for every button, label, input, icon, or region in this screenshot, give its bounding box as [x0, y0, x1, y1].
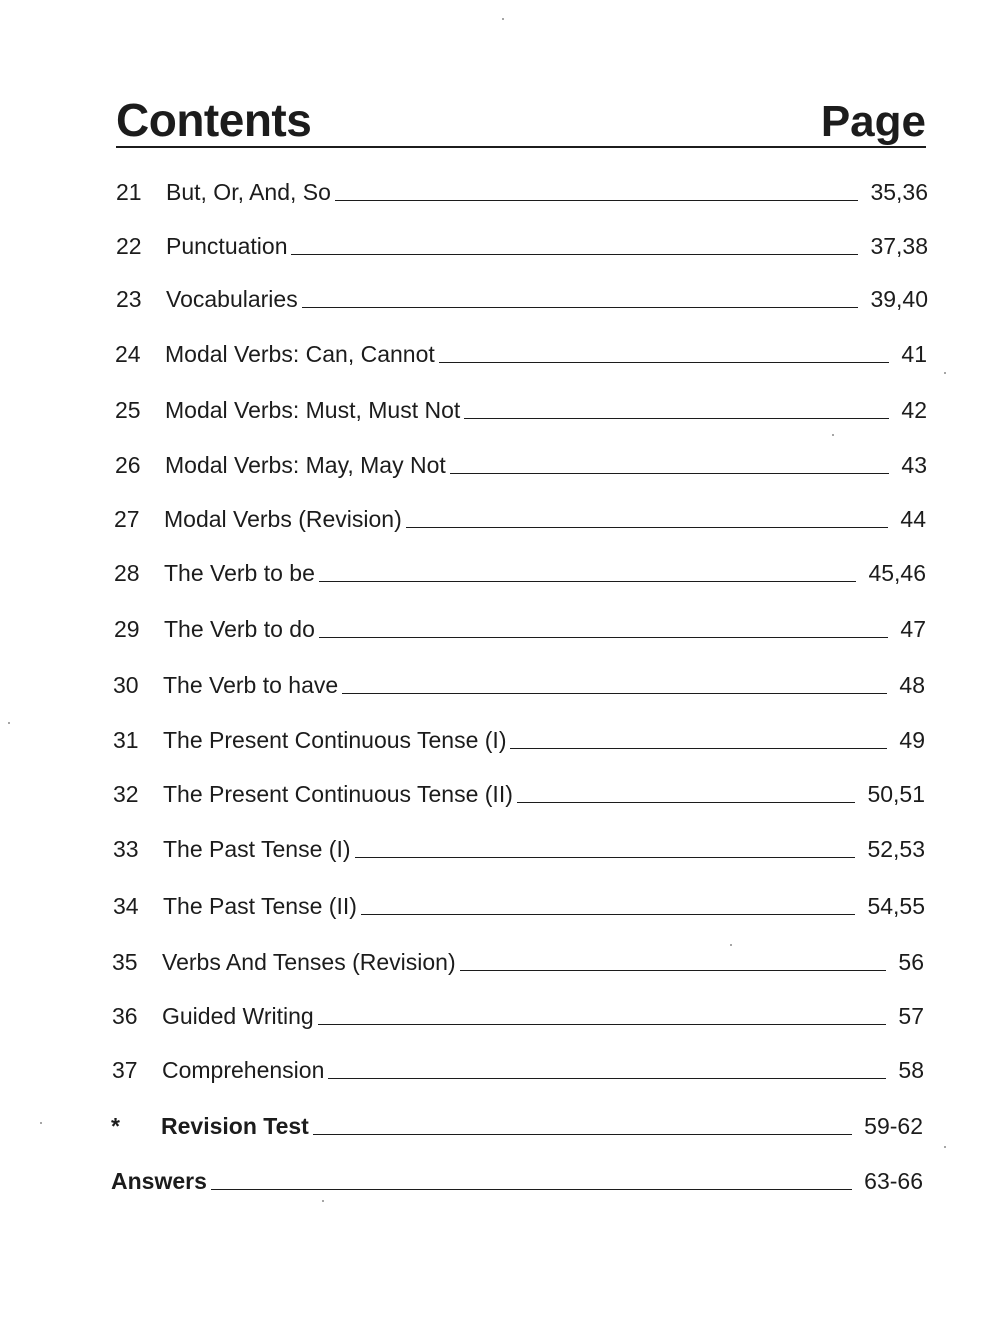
entry-page: 57 — [898, 1003, 924, 1029]
leader-line — [328, 1078, 886, 1079]
entry-number: 29 — [114, 616, 140, 642]
entry-title: Vocabularies — [166, 286, 298, 312]
scan-speck — [40, 1122, 42, 1124]
entry-number: 37 — [112, 1057, 138, 1083]
entry-number: 35 — [112, 949, 138, 975]
entry-page: 41 — [901, 341, 927, 367]
leader-line — [211, 1189, 852, 1190]
toc-entry — [115, 390, 927, 424]
entry-title: Modal Verbs: Must, Must Not — [165, 397, 461, 423]
toc-entry — [112, 942, 924, 976]
scan-speck — [730, 944, 732, 946]
toc-entry — [113, 720, 925, 754]
entry-page: 43 — [901, 452, 927, 478]
scan-speck — [502, 18, 504, 20]
entry-title: Answers — [111, 1168, 207, 1194]
toc-entry — [116, 226, 928, 260]
entry-page: 39,40 — [870, 286, 928, 312]
entry-number: 30 — [113, 672, 139, 698]
leader-line — [319, 637, 889, 638]
leader-line — [439, 362, 890, 363]
toc-entry — [112, 996, 924, 1030]
entry-page: 44 — [900, 506, 926, 532]
entry-page: 56 — [898, 949, 924, 975]
leader-line — [406, 527, 889, 528]
entry-page: 47 — [900, 616, 926, 642]
entry-marker: * — [111, 1113, 120, 1139]
entry-number: 22 — [116, 233, 142, 259]
entry-title: The Verb to do — [164, 616, 315, 642]
entry-title: Modal Verbs: May, May Not — [165, 452, 446, 478]
entry-title: Punctuation — [166, 233, 288, 259]
toc-entry — [115, 445, 927, 479]
toc-entry — [113, 886, 925, 920]
toc-entry-answers — [111, 1161, 923, 1195]
entry-page: 48 — [899, 672, 925, 698]
toc-entry-revision-test — [111, 1106, 923, 1140]
entry-page: 59-62 — [864, 1113, 923, 1139]
entry-title: Revision Test — [161, 1113, 309, 1139]
entry-title: Verbs And Tenses (Revision) — [162, 949, 456, 975]
leader-line — [313, 1134, 852, 1135]
leader-line — [464, 418, 889, 419]
entry-number: 25 — [115, 397, 141, 423]
entry-title: Guided Writing — [162, 1003, 314, 1029]
page-column-label: Page — [820, 97, 926, 146]
scan-speck — [322, 1200, 324, 1202]
leader-line — [302, 307, 859, 308]
entry-page: 49 — [899, 727, 925, 753]
entry-number: 26 — [115, 452, 141, 478]
entry-number: 23 — [116, 286, 142, 312]
toc-entry — [113, 665, 925, 699]
entry-title: The Present Continuous Tense (II) — [163, 781, 513, 807]
entry-page: 52,53 — [867, 836, 925, 862]
entry-number: 31 — [113, 727, 139, 753]
entry-number: 36 — [112, 1003, 138, 1029]
leader-line — [355, 857, 856, 858]
entry-title: Comprehension — [162, 1057, 325, 1083]
entry-page: 54,55 — [867, 893, 925, 919]
entry-title: The Verb to have — [163, 672, 339, 698]
leader-line — [335, 200, 859, 201]
entry-number: 28 — [114, 560, 140, 586]
leader-line — [460, 970, 887, 971]
entry-title: The Past Tense (II) — [163, 893, 357, 919]
entry-page: 50,51 — [867, 781, 925, 807]
entry-title: Modal Verbs (Revision) — [164, 506, 402, 532]
toc-entry — [114, 553, 926, 587]
entry-page: 37,38 — [870, 233, 928, 259]
entry-title: But, Or, And, So — [166, 179, 331, 205]
entry-number: 21 — [116, 179, 142, 205]
entry-number: 34 — [113, 893, 139, 919]
leader-line — [291, 254, 858, 255]
entry-title: The Past Tense (I) — [163, 836, 351, 862]
entry-page: 63-66 — [864, 1168, 923, 1194]
entry-number: 24 — [115, 341, 141, 367]
entry-page: 42 — [901, 397, 927, 423]
scan-speck — [832, 434, 834, 436]
scan-speck — [8, 722, 10, 724]
entry-page: 35,36 — [870, 179, 928, 205]
entry-page: 58 — [898, 1057, 924, 1083]
leader-line — [510, 748, 887, 749]
scan-speck — [944, 372, 946, 374]
entry-number: 27 — [114, 506, 140, 532]
toc-entry — [112, 1050, 924, 1084]
toc-entry — [114, 609, 926, 643]
toc-entry — [116, 279, 928, 313]
toc-entry — [114, 499, 926, 533]
toc-entry — [113, 774, 925, 808]
toc-entry — [116, 172, 928, 206]
leader-line — [342, 693, 887, 694]
entry-title: The Verb to be — [164, 560, 315, 586]
toc-entry — [113, 829, 925, 863]
entry-number: 32 — [113, 781, 139, 807]
toc-entry — [115, 334, 927, 368]
entry-title: Modal Verbs: Can, Cannot — [165, 341, 435, 367]
scan-speck — [944, 1146, 946, 1148]
leader-line — [319, 581, 857, 582]
leader-line — [517, 802, 856, 803]
entry-title: The Present Continuous Tense (I) — [163, 727, 507, 753]
leader-line — [450, 473, 890, 474]
leader-line — [361, 914, 856, 915]
entry-number: 33 — [113, 836, 139, 862]
page-title: Contents — [116, 94, 312, 146]
entry-page: 45,46 — [868, 560, 926, 586]
leader-line — [318, 1024, 887, 1025]
